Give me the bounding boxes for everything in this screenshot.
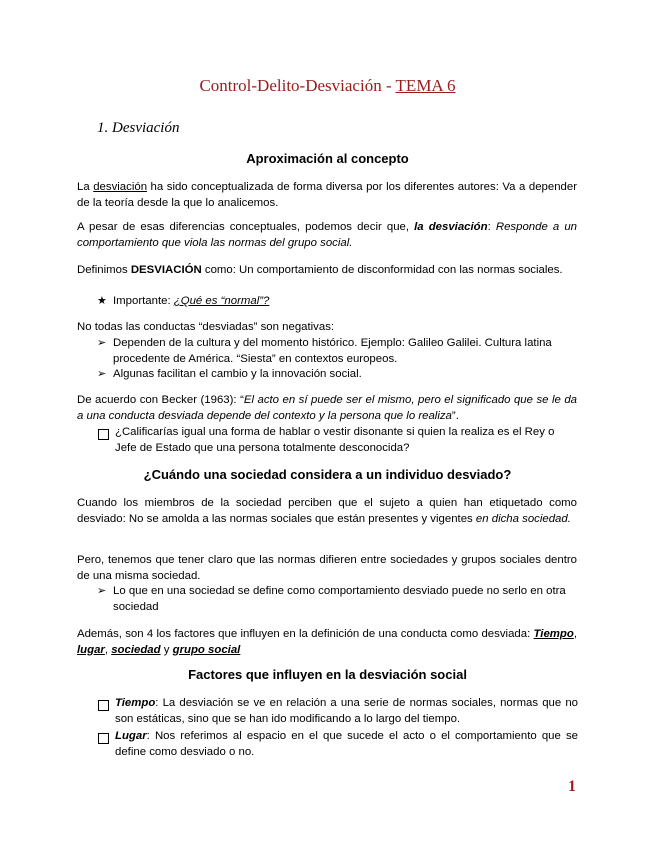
paragraph-2	[77, 220, 577, 251]
p3-a: Definimos	[77, 264, 131, 276]
factor-grupo-social: grupo social	[172, 643, 241, 656]
factor-lugar: lugar	[77, 643, 105, 656]
p1-b: ha sido conceptualizada de forma diversa por los diferentes autores: Va a depender de la teoría desde la que lo analicemos.	[77, 181, 577, 209]
section-heading: 1. Desviación	[97, 120, 180, 136]
checkbox-icon	[98, 429, 109, 440]
title-text: Control-Delito-Desviación -	[199, 76, 396, 95]
star-question: ¿Qué es “normal”?	[173, 295, 270, 307]
subheading-factores: Factores que influyen en la desviación social	[188, 667, 467, 682]
checkbox-icon	[98, 700, 109, 711]
p8-sep: ,	[104, 643, 112, 656]
p2-a: A pesar de esas diferencias conceptuales, podemos decir que,	[77, 221, 415, 233]
list-item: Dependen de la cultura y del momento histórico. Ejemplo: Galileo Galilei. Cultura latina procedente de América. “Siesta” en contextos europeos.	[113, 337, 552, 365]
star-item	[113, 294, 269, 310]
factor-desc: : Nos referimos al espacio en el que sucede el acto o el comportamiento que se define como desviado o no.	[115, 730, 578, 758]
paragraph-6	[77, 496, 577, 527]
p1-underlined: desviación	[93, 181, 148, 193]
p8-sep: ,	[573, 628, 577, 640]
paragraph-5	[77, 393, 577, 424]
arrow-icon: ➢	[97, 585, 107, 597]
paragraph-7: Pero, tenemos que tener claro que las normas difieren entre sociedades y grupos sociales dentro de una misma sociedad.	[77, 554, 577, 582]
factor-sociedad: sociedad	[111, 643, 161, 656]
list-item: Lo que en una sociedad se define como comportamiento desviado puede no serlo en otra sociedad	[113, 585, 566, 613]
factor-title: Lugar	[115, 730, 147, 742]
paragraph-3	[77, 263, 577, 279]
list-item: Algunas facilitan el cambio y la innovación social.	[113, 368, 362, 380]
paragraph-4: No todas las conductas “desviadas” son negativas:	[77, 321, 335, 333]
p2-c: :	[487, 221, 496, 233]
p5-a: De acuerdo con Becker (1963): “	[77, 394, 244, 406]
title-tema: TEMA 6	[395, 76, 456, 95]
arrow-icon: ➢	[97, 337, 107, 349]
paragraph-1	[77, 180, 577, 211]
checkbox-item	[115, 696, 578, 727]
p8-a: Además, son 4 los factores que influyen en la definición de una conducta como desviada:	[77, 628, 534, 640]
p6-italic: en dicha sociedad.	[475, 512, 571, 525]
p8-sep: y	[160, 643, 173, 656]
checkbox-item: ¿Calificarías igual una forma de hablar o vestir disonante si quien la realiza es el Rey o Jefe de Estado que una persona totalmente desconocida?	[115, 426, 555, 454]
p2-italic: Responde a un comportamiento que viola las normas del grupo social.	[77, 221, 577, 249]
p2-bold: la desviación	[414, 221, 488, 233]
arrow-icon: ➢	[97, 368, 107, 380]
subheading-cuando: ¿Cuándo una sociedad considera a un individuo desviado?	[143, 467, 512, 482]
p1-a: La	[77, 181, 94, 193]
p5-italic: El acto en sí puede ser el mismo, pero el significado que se le da a una conducta desviada depende del contexto y la persona que lo realiza	[77, 394, 578, 422]
paragraph-8	[77, 627, 577, 658]
page-title	[0, 76, 655, 96]
subheading-aproximacion: Aproximación al concepto	[246, 151, 409, 166]
factor-tiempo: Tiempo	[533, 628, 574, 640]
p6-a: Cuando los miembros de la sociedad perciben que el sujeto a quien han etiquetado como desviado: No se amolda a las normas sociales que están presentes y vigentes	[77, 497, 577, 525]
star-label: Importante:	[113, 295, 174, 307]
star-icon: ★	[97, 295, 107, 307]
p3-bold: DESVIACIÓN	[130, 264, 202, 276]
checkbox-icon	[98, 733, 109, 744]
p3-c: como: Un comportamiento de disconformidad con las normas sociales.	[201, 264, 563, 276]
p5-c: ”.	[451, 409, 459, 422]
checkbox-item	[115, 729, 578, 760]
factor-title: Tiempo	[115, 697, 156, 709]
page-number: 1	[568, 778, 576, 795]
factor-desc: : La desviación se ve en relación a una serie de normas sociales, normas que no son estáticas, sino que se han ido modificando a lo largo del tiempo.	[115, 697, 578, 725]
